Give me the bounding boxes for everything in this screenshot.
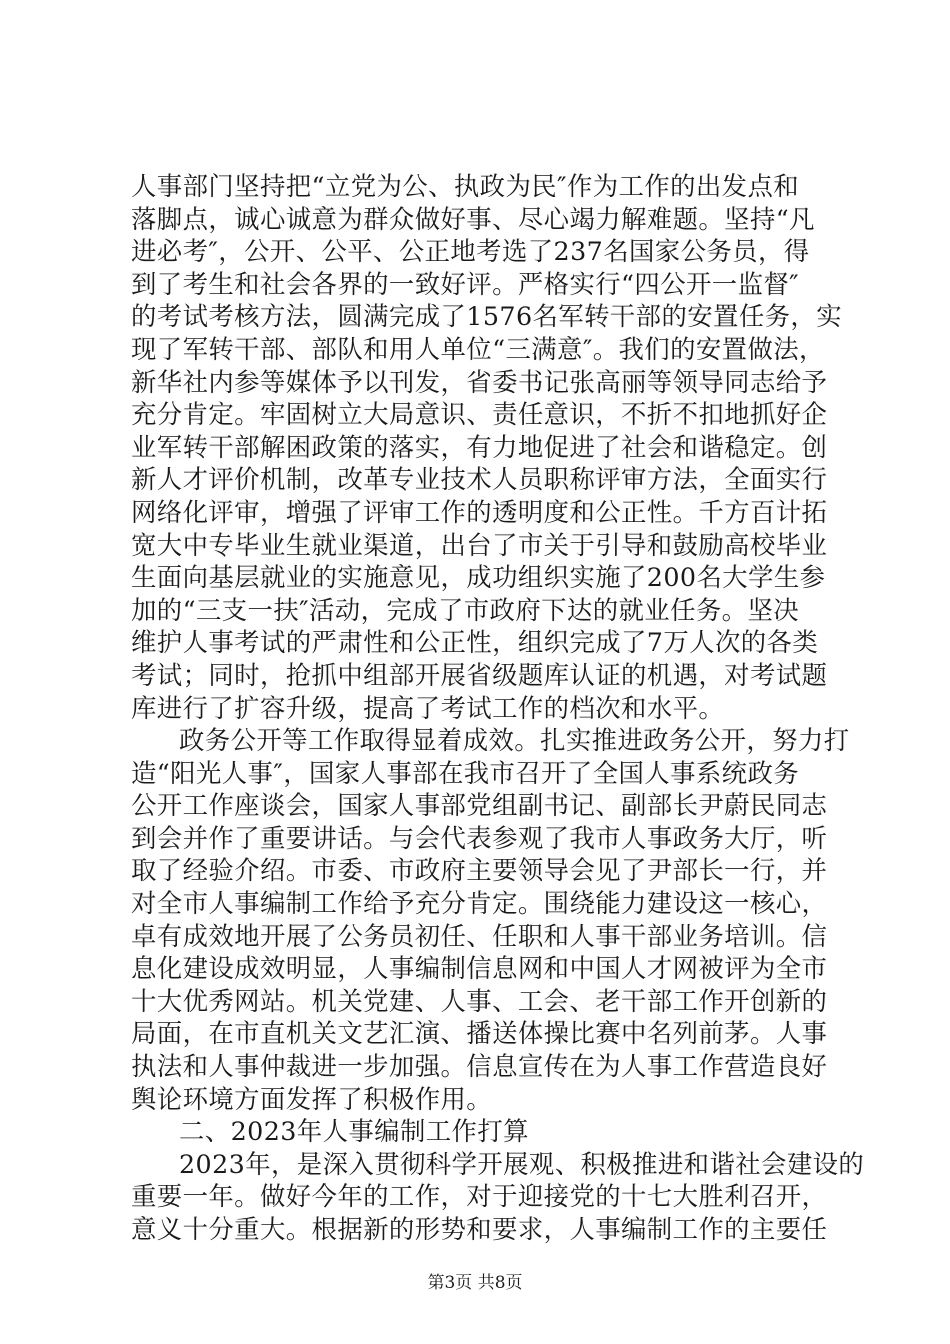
text-line: 生面向基层就业的实施意见，成功组织实施了200名大学生参 (131, 562, 826, 593)
text-line: 重要一年。做好今年的工作，对于迎接党的十七大胜利召开， (131, 1181, 828, 1212)
text-line: 息化建设成效明显，人事编制信息网和中国人才网被评为全市 (131, 953, 828, 984)
text-line: 取了经验介绍。市委、市政府主要领导会见了尹部长一行，并 (131, 855, 828, 886)
text-line: 造“阳光人事″，国家人事部在我市召开了全国人事系统政务 (131, 757, 800, 788)
text-line: 公开工作座谈会，国家人事部党组副书记、副部长尹蔚民同志 (131, 790, 828, 821)
text-line: 新华社内参等媒体予以刊发，省委书记张高丽等领导同志给予 (131, 366, 828, 397)
text-line: 到会并作了重要讲话。与会代表参观了我市人事政务大厅，听 (131, 822, 828, 853)
text-line: 十大优秀网站。机关党建、人事、工会、老干部工作开创新的 (131, 985, 828, 1016)
text-line: 到了考生和社会各界的一致好评。严格实行“四公开一监督″ (131, 268, 800, 299)
paragraph-start-line: 政务公开等工作取得显着成效。扎实推进政务公开，努力打 (179, 725, 850, 756)
paragraph-start-line: 2023年，是深入贯彻科学开展观、积极推进和谐社会建设的 (179, 1148, 865, 1179)
text-line: 加的“三支一扶″活动，完成了市政府下达的就业任务。坚决 (131, 594, 800, 625)
text-line: 维护人事考试的严肃性和公正性，组织完成了7万人次的各类 (131, 627, 819, 658)
text-line: 考试；同时，抢抓中组部开展省级题库认证的机遇，对考试题 (131, 659, 828, 690)
text-line: 业军转干部解困政策的落实，有力地促进了社会和谐稳定。创 (131, 431, 828, 462)
text-line: 对全市人事编制工作给予充分肯定。围绕能力建设这一核心， (131, 888, 828, 919)
text-line: 充分肯定。牢固树立大局意识、责任意识，不折不扣地抓好企 (131, 399, 828, 430)
text-line: 新人才评价机制，改革专业技术人员职称评审方法，全面实行 (131, 464, 828, 495)
text-line: 落脚点，诚心诚意为群众做好事、尽心竭力解难题。坚持“凡 (131, 203, 815, 234)
page-number-footer: 第3页 共8页 (427, 1273, 523, 1293)
text-line: 局面，在市直机关文艺汇演、播送体操比赛中名列前茅。人事 (131, 1018, 828, 1049)
text-line: 执法和人事仲裁进一步加强。信息宣传在为人事工作营造良好 (131, 1051, 828, 1082)
section-heading: 二、2023年人事编制工作打算 (179, 1116, 529, 1147)
document-body (131, 170, 865, 1246)
text-line: 舆论环境方面发挥了积极作用。 (131, 1083, 493, 1114)
text-line: 库进行了扩容升级，提高了考试工作的档次和水平。 (131, 692, 725, 723)
text-line: 宽大中专毕业生就业渠道，出台了市关于引导和鼓励高校毕业 (131, 529, 828, 560)
text-line: 现了军转干部、部队和用人单位“三满意″。我们的安置做法， (131, 333, 825, 364)
text-line: 卓有成效地开展了公务员初任、任职和人事干部业务培训。信 (131, 920, 828, 951)
text-line: 的考试考核方法，圆满完成了1576名军转干部的安置任务，实 (131, 301, 842, 332)
text-line: 进必考″，公开、公平、公正地考选了237名国家公务员，得 (131, 236, 810, 267)
text-line: 人事部门坚持把“立党为公、执政为民″作为工作的出发点和 (131, 171, 800, 201)
text-line: 意义十分重大。根据新的形势和要求，人事编制工作的主要任 (131, 1214, 828, 1244)
text-line: 网络化评审，增强了评审工作的透明度和公正性。千方百计拓 (131, 496, 828, 527)
